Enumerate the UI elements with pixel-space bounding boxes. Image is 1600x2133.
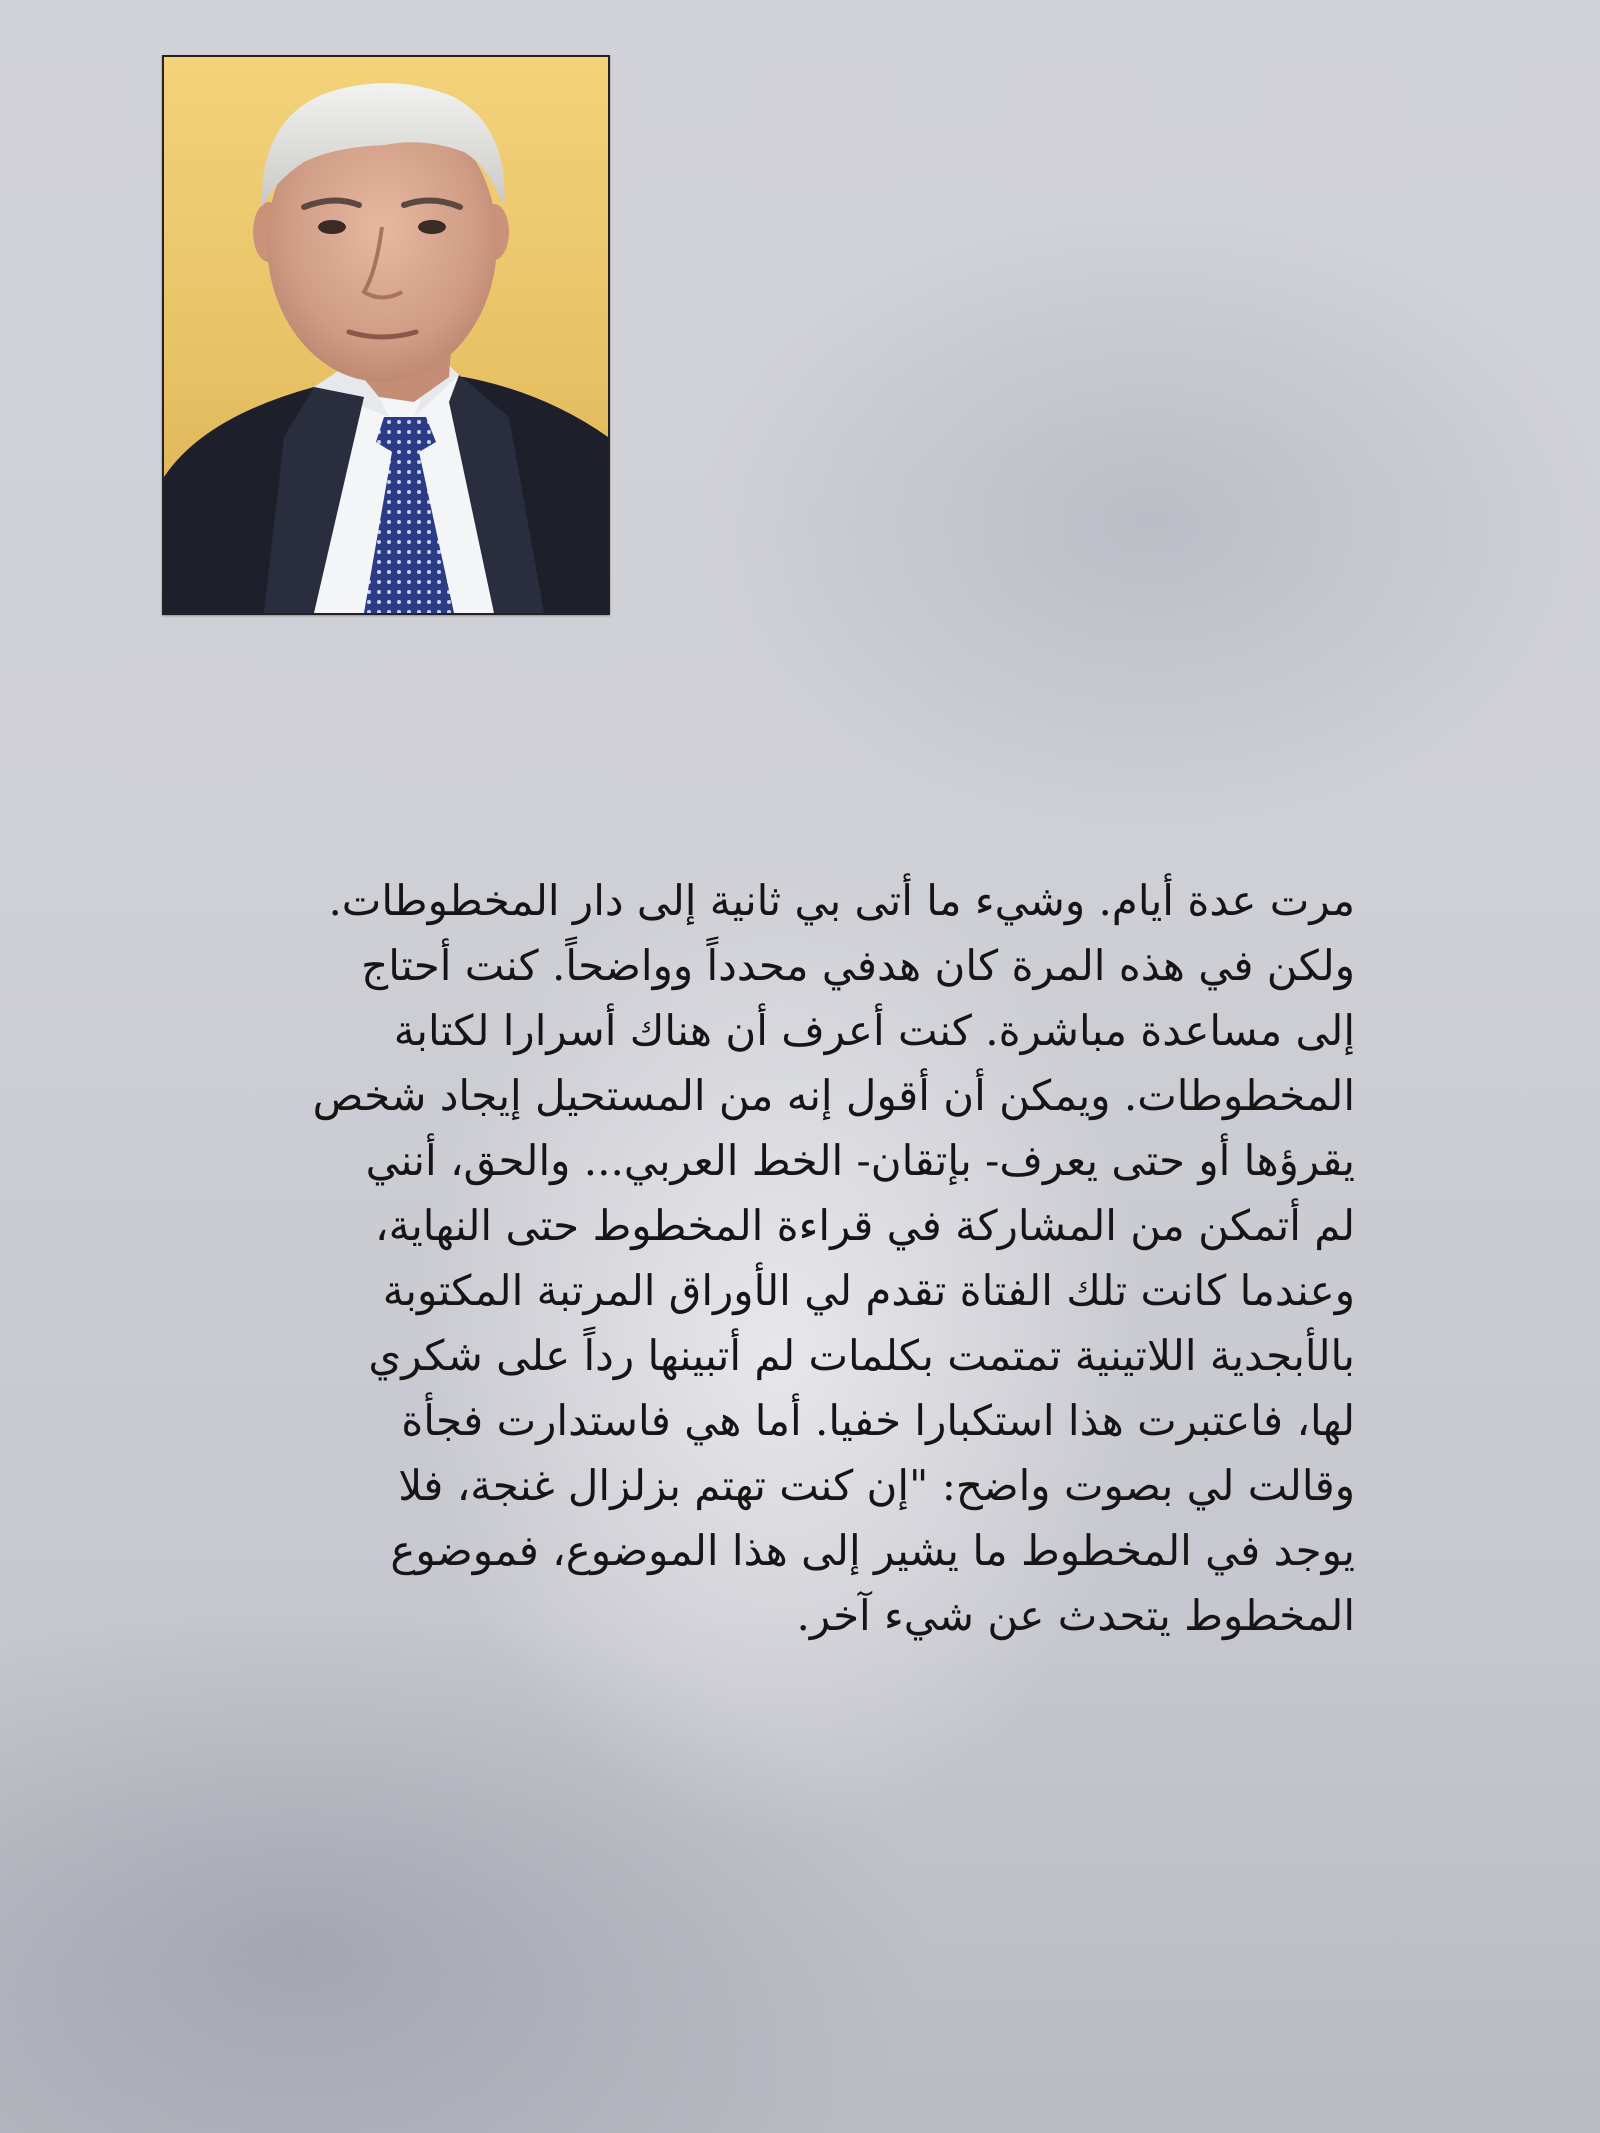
text-line: وقالت لي بصوت واضح: "إن كنت تهتم بزلزال غنجة، فلا	[398, 1461, 1355, 1510]
text-line: يقرؤها أو حتى يعرف- بإتقان- الخط العربي... والحق، أنني	[365, 1136, 1355, 1185]
text-line: يوجد في المخطوط ما يشير إلى هذا الموضوع، فموضوع	[390, 1526, 1355, 1575]
portrait-image	[164, 57, 608, 613]
text-line: ولكن في هذه المرة كان هدفي محدداً وواضحاً. كنت أحتاج	[361, 941, 1355, 990]
text-line: مرت عدة أيام. وشيء ما أتى بي ثانية إلى دار المخطوطات.	[328, 876, 1355, 925]
text-line: المخطوط يتحدث عن شيء آخر.	[796, 1591, 1355, 1640]
author-portrait	[162, 55, 610, 615]
text-line: لها، فاعتبرت هذا استكبارا خفيا. أما هي فاستدارت فجأة	[401, 1396, 1355, 1445]
text-line: إلى مساعدة مباشرة. كنت أعرف أن هناك أسرارا لكتابة	[393, 1006, 1355, 1055]
article-text	[140, 868, 1355, 1648]
text-line: لم أتمكن من المشاركة في قراءة المخطوط حتى النهاية،	[375, 1201, 1355, 1250]
text-line: وعندما كانت تلك الفتاة تقدم لي الأوراق المرتبة المكتوبة	[382, 1266, 1355, 1315]
text-line: بالأبجدية اللاتينية تمتمت بكلمات لم أتبينها رداً على شكري	[368, 1331, 1355, 1380]
text-line: المخطوطات. ويمكن أن أقول إنه من المستحيل إيجاد شخص	[312, 1071, 1355, 1120]
